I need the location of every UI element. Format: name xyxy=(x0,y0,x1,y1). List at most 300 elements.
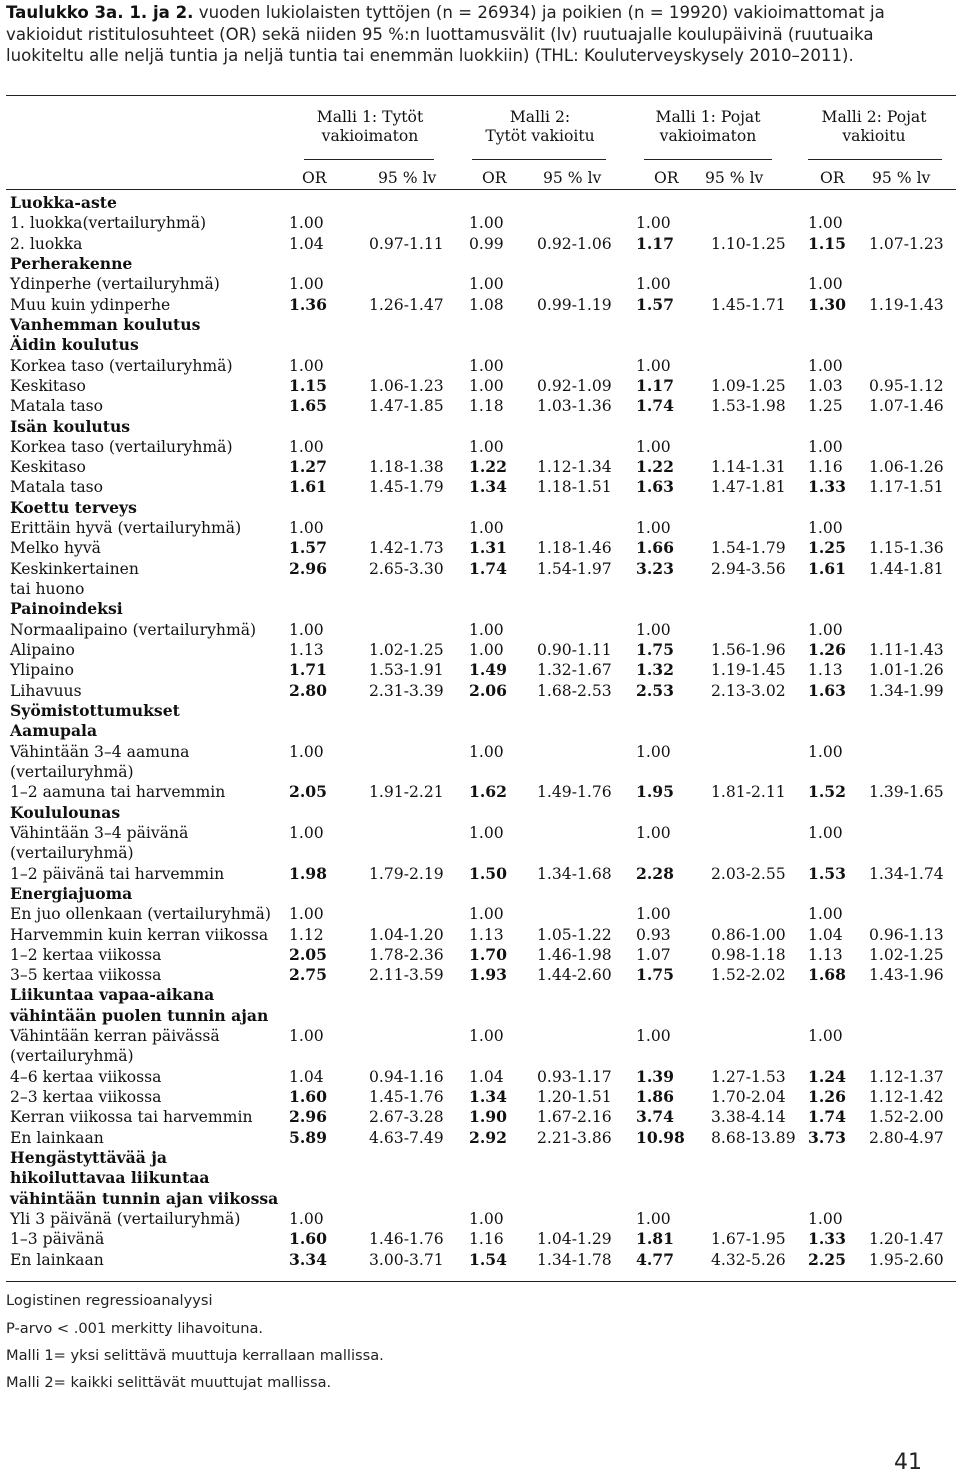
table-row xyxy=(0,762,960,782)
ci-value-cell: 1.11-1.43 xyxy=(869,641,944,660)
row-label: Vanhemman koulutus xyxy=(10,314,201,334)
ci-value-cell: 1.10-1.25 xyxy=(711,234,786,253)
subheader-or-1: OR xyxy=(302,169,327,187)
or-value-cell: 1.53 xyxy=(808,863,846,883)
ci-value-cell: 1.44-2.60 xyxy=(537,966,612,985)
row-label: Hengästyttävää ja xyxy=(10,1148,167,1168)
row-label: Lihavuus xyxy=(10,681,82,700)
or-value-cell: 1.63 xyxy=(808,680,846,700)
table-row xyxy=(0,1026,960,1046)
or-value-cell: 1.25 xyxy=(808,538,846,558)
ci-value-cell: 1.49-1.76 xyxy=(537,783,612,802)
row-label: Muu kuin ydinperhe xyxy=(10,295,171,314)
table-row xyxy=(0,904,960,924)
ci-value-cell: 1.67-1.95 xyxy=(711,1230,786,1249)
or-value-cell: 1.00 xyxy=(636,620,671,639)
ci-value-cell: 1.43-1.96 xyxy=(869,966,944,985)
or-value-cell: 1.08 xyxy=(469,295,504,314)
or-value-cell: 1.00 xyxy=(636,1210,671,1228)
group-header-1-line2: vakioimaton xyxy=(321,127,419,145)
or-value-cell: 2.28 xyxy=(636,863,674,883)
or-value-cell: 1.00 xyxy=(808,1210,843,1228)
or-value-cell: 1.74 xyxy=(636,396,674,416)
or-value-cell: 2.80 xyxy=(289,680,327,700)
group-underline-4 xyxy=(808,159,942,160)
ci-value-cell: 1.67-2.16 xyxy=(537,1108,612,1127)
table-row xyxy=(0,579,960,599)
or-value-cell: 1.50 xyxy=(469,863,507,883)
row-label: 1–3 päivänä xyxy=(10,1230,105,1249)
table-note-1: Logistinen regressioanalyysi xyxy=(6,1292,213,1309)
or-value-cell: 1.22 xyxy=(636,457,674,477)
row-label: Aamupala xyxy=(10,721,98,741)
or-value-cell: 1.00 xyxy=(469,214,504,233)
row-label: Harvemmin kuin kerran viikossa xyxy=(10,925,269,944)
row-label: Syömistottumukset xyxy=(10,701,180,720)
row-label: 2. luokka xyxy=(10,234,83,253)
row-label: 1–2 aamuna tai harvemmin xyxy=(10,783,226,802)
section-header-row xyxy=(0,335,960,355)
row-label: Keskitaso xyxy=(10,458,86,477)
or-value-cell: 1.15 xyxy=(289,375,327,395)
group-underline-3 xyxy=(644,159,772,160)
ci-value-cell: 1.34-1.78 xyxy=(537,1250,612,1269)
section-header-row xyxy=(0,803,960,823)
or-value-cell: 0.93 xyxy=(636,925,671,944)
row-label: Energiajuoma xyxy=(10,883,133,903)
ci-value-cell: 1.26-1.47 xyxy=(369,295,444,314)
or-value-cell: 1.17 xyxy=(636,233,674,253)
or-value-cell: 1.00 xyxy=(636,905,671,924)
or-value-cell: 2.06 xyxy=(469,680,507,700)
or-value-cell: 1.12 xyxy=(289,925,324,944)
row-label: Melko hyvä xyxy=(10,539,101,558)
or-value-cell: 1.00 xyxy=(808,437,843,456)
ci-value-cell: 0.96-1.13 xyxy=(869,925,944,944)
or-value-cell: 1.75 xyxy=(636,965,674,985)
subheader-ci-3: 95 % lv xyxy=(705,169,764,187)
table-row xyxy=(0,1046,960,1066)
table-caption xyxy=(6,2,956,67)
ci-value-cell: 1.42-1.73 xyxy=(369,539,444,558)
section-header-row xyxy=(0,315,960,335)
or-value-cell: 2.25 xyxy=(808,1249,846,1269)
table-row xyxy=(0,295,960,315)
row-label: vähintään tunnin ajan viikossa xyxy=(10,1188,279,1208)
or-value-cell: 1.13 xyxy=(808,661,843,680)
ci-value-cell: 1.02-1.25 xyxy=(369,641,444,660)
table-row xyxy=(0,234,960,254)
table-row xyxy=(0,376,960,396)
group-header-4 xyxy=(804,108,944,146)
ci-value-cell: 0.92-1.06 xyxy=(537,234,612,253)
or-value-cell: 1.00 xyxy=(469,823,504,842)
or-value-cell: 1.00 xyxy=(636,742,671,761)
or-value-cell: 1.00 xyxy=(808,620,843,639)
or-value-cell: 1.00 xyxy=(469,1027,504,1046)
ci-value-cell: 2.65-3.30 xyxy=(369,559,444,578)
table-row xyxy=(0,356,960,376)
table-row xyxy=(0,1087,960,1107)
or-value-cell: 2.92 xyxy=(469,1127,507,1147)
ci-value-cell: 1.47-1.85 xyxy=(369,397,444,416)
ci-value-cell: 0.99-1.19 xyxy=(537,295,612,314)
or-value-cell: 1.52 xyxy=(808,782,846,802)
row-label: Ydinperhe (vertailuryhmä) xyxy=(10,275,220,294)
table-row xyxy=(0,1128,960,1148)
ci-value-cell: 0.97-1.11 xyxy=(369,234,444,253)
or-value-cell: 1.34 xyxy=(469,477,507,497)
group-header-1-line1: Malli 1: Tytöt xyxy=(316,108,424,126)
or-value-cell: 1.75 xyxy=(636,640,674,660)
or-value-cell: 5.89 xyxy=(289,1127,327,1147)
ci-value-cell: 1.17-1.51 xyxy=(869,478,944,497)
or-value-cell: 2.05 xyxy=(289,944,327,964)
section-header-row xyxy=(0,417,960,437)
ci-value-cell: 1.34-1.74 xyxy=(869,864,944,883)
ci-value-cell: 2.94-3.56 xyxy=(711,559,786,578)
group-header-4-line1: Malli 2: Pojat xyxy=(821,108,927,126)
table-row xyxy=(0,477,960,497)
table-row xyxy=(0,660,960,680)
row-label: Alipaino xyxy=(10,641,75,660)
ci-value-cell: 1.70-2.04 xyxy=(711,1088,786,1107)
caption-label: Taulukko 3a. 1. ja 2. xyxy=(6,3,194,22)
ci-value-cell: 1.56-1.96 xyxy=(711,641,786,660)
or-value-cell: 1.00 xyxy=(636,214,671,233)
section-header-row xyxy=(0,498,960,518)
table-row xyxy=(0,213,960,233)
or-value-cell: 1.04 xyxy=(469,1067,504,1086)
or-value-cell: 1.00 xyxy=(469,356,504,375)
or-value-cell: 1.30 xyxy=(808,294,846,314)
table-row xyxy=(0,1067,960,1087)
ci-value-cell: 1.54-1.97 xyxy=(537,559,612,578)
or-value-cell: 1.98 xyxy=(289,863,327,883)
or-value-cell: 1.00 xyxy=(289,905,324,924)
or-value-cell: 1.00 xyxy=(289,823,324,842)
ci-value-cell: 1.18-1.46 xyxy=(537,539,612,558)
or-value-cell: 1.16 xyxy=(808,458,843,477)
or-value-cell: 1.00 xyxy=(469,1210,504,1228)
page-number: 41 xyxy=(894,1450,922,1475)
or-value-cell: 1.33 xyxy=(808,1229,846,1249)
or-value-cell: 1.04 xyxy=(808,925,843,944)
or-value-cell: 1.57 xyxy=(636,294,674,314)
or-value-cell: 1.18 xyxy=(469,397,504,416)
ci-value-cell: 1.45-1.79 xyxy=(369,478,444,497)
ci-value-cell: 0.95-1.12 xyxy=(869,376,944,395)
ci-value-cell: 1.12-1.34 xyxy=(537,458,612,477)
table-row xyxy=(0,1229,960,1249)
section-header-row xyxy=(0,701,960,721)
ci-value-cell: 1.32-1.67 xyxy=(537,661,612,680)
ci-value-cell: 1.47-1.81 xyxy=(711,478,786,497)
or-value-cell: 1.34 xyxy=(469,1087,507,1107)
ci-value-cell: 1.20-1.47 xyxy=(869,1230,944,1249)
section-header-row xyxy=(0,1189,960,1209)
group-header-2-line1: Malli 2: xyxy=(509,108,571,126)
table-row xyxy=(0,782,960,802)
row-label: Vähintään 3–4 aamuna xyxy=(10,742,190,761)
or-value-cell: 1.00 xyxy=(808,905,843,924)
or-value-cell: 1.32 xyxy=(636,660,674,680)
section-header-row xyxy=(0,1006,960,1026)
or-value-cell: 1.39 xyxy=(636,1066,674,1086)
or-value-cell: 1.00 xyxy=(289,437,324,456)
table-row xyxy=(0,1107,960,1127)
row-label: Isän koulutus xyxy=(10,416,131,436)
subheader-or-3: OR xyxy=(654,169,679,187)
or-value-cell: 1.74 xyxy=(808,1107,846,1127)
ci-value-cell: 1.39-1.65 xyxy=(869,783,944,802)
or-value-cell: 3.34 xyxy=(289,1249,327,1269)
or-value-cell: 2.96 xyxy=(289,558,327,578)
or-value-cell: 1.00 xyxy=(289,519,324,538)
subheader-ci-2: 95 % lv xyxy=(543,169,602,187)
ci-value-cell: 1.04-1.20 xyxy=(369,925,444,944)
table-row xyxy=(0,1209,960,1229)
or-value-cell: 1.07 xyxy=(636,945,671,964)
row-label: Keskinkertainen xyxy=(10,559,139,578)
or-value-cell: 1.00 xyxy=(289,214,324,233)
or-value-cell: 3.73 xyxy=(808,1127,846,1147)
group-underline-2 xyxy=(472,159,606,160)
row-label: Korkea taso (vertailuryhmä) xyxy=(10,437,233,456)
section-header-row xyxy=(0,599,960,619)
ci-value-cell: 1.78-2.36 xyxy=(369,945,444,964)
row-label: Normaalipaino (vertailuryhmä) xyxy=(10,620,257,639)
or-value-cell: 1.25 xyxy=(808,397,843,416)
row-label: tai huono xyxy=(10,580,85,599)
ci-value-cell: 1.03-1.36 xyxy=(537,397,612,416)
or-value-cell: 1.00 xyxy=(469,437,504,456)
ci-value-cell: 0.93-1.17 xyxy=(537,1067,612,1086)
or-value-cell: 1.00 xyxy=(469,641,504,660)
ci-value-cell: 1.46-1.76 xyxy=(369,1230,444,1249)
ci-value-cell: 0.86-1.00 xyxy=(711,925,786,944)
ci-value-cell: 1.79-2.19 xyxy=(369,864,444,883)
row-label: (vertailuryhmä) xyxy=(10,844,134,863)
row-label: (vertailuryhmä) xyxy=(10,1047,134,1066)
ci-value-cell: 1.53-1.91 xyxy=(369,661,444,680)
row-label: Yli 3 päivänä (vertailuryhmä) xyxy=(10,1210,241,1228)
row-label: 3–5 kertaa viikossa xyxy=(10,966,162,985)
row-label: En lainkaan xyxy=(10,1128,104,1147)
or-value-cell: 1.63 xyxy=(636,477,674,497)
or-value-cell: 1.00 xyxy=(469,905,504,924)
section-header-row xyxy=(0,254,960,274)
or-value-cell: 2.96 xyxy=(289,1107,327,1127)
or-value-cell: 1.81 xyxy=(636,1229,674,1249)
or-value-cell: 1.66 xyxy=(636,538,674,558)
row-label: Matala taso xyxy=(10,397,104,416)
or-value-cell: 3.23 xyxy=(636,558,674,578)
or-value-cell: 1.00 xyxy=(636,356,671,375)
table-row xyxy=(0,843,960,863)
or-value-cell: 1.24 xyxy=(808,1066,846,1086)
ci-value-cell: 2.11-3.59 xyxy=(369,966,444,985)
or-value-cell: 1.00 xyxy=(808,356,843,375)
or-value-cell: 1.61 xyxy=(808,558,846,578)
or-value-cell: 1.26 xyxy=(808,1087,846,1107)
or-value-cell: 1.04 xyxy=(289,234,324,253)
table-row xyxy=(0,945,960,965)
row-label: hikoiluttavaa liikuntaa xyxy=(10,1168,210,1188)
or-value-cell: 1.00 xyxy=(469,519,504,538)
or-value-cell: 1.16 xyxy=(469,1230,504,1249)
group-header-2 xyxy=(470,108,610,146)
table-row xyxy=(0,274,960,294)
row-label: En juo ollenkaan (vertailuryhmä) xyxy=(10,905,271,924)
or-value-cell: 1.00 xyxy=(636,1027,671,1046)
ci-value-cell: 1.12-1.42 xyxy=(869,1088,944,1107)
row-label: Korkea taso (vertailuryhmä) xyxy=(10,356,233,375)
or-value-cell: 1.00 xyxy=(636,437,671,456)
row-label: Vähintään 3–4 päivänä xyxy=(10,823,189,842)
section-header-row xyxy=(0,193,960,213)
table-row xyxy=(0,1250,960,1270)
or-value-cell: 1.00 xyxy=(808,1027,843,1046)
or-value-cell: 1.61 xyxy=(289,477,327,497)
table-row xyxy=(0,620,960,640)
table-row xyxy=(0,518,960,538)
or-value-cell: 1.00 xyxy=(289,356,324,375)
row-label: Liikuntaa vapaa-aikana xyxy=(10,985,215,1005)
row-label: Äidin koulutus xyxy=(10,335,139,355)
or-value-cell: 1.54 xyxy=(469,1249,507,1269)
ci-value-cell: 1.12-1.37 xyxy=(869,1067,944,1086)
or-value-cell: 1.17 xyxy=(636,375,674,395)
table-row xyxy=(0,681,960,701)
group-underline-1 xyxy=(304,159,434,160)
or-value-cell: 1.00 xyxy=(289,275,324,294)
table-top-rule xyxy=(6,95,956,96)
ci-value-cell: 1.34-1.99 xyxy=(869,681,944,700)
or-value-cell: 1.04 xyxy=(289,1067,324,1086)
table-row xyxy=(0,925,960,945)
ci-value-cell: 1.81-2.11 xyxy=(711,783,786,802)
table-row xyxy=(0,396,960,416)
row-label: Koululounas xyxy=(10,802,121,822)
row-label: 1–2 kertaa viikossa xyxy=(10,945,162,964)
ci-value-cell: 1.18-1.51 xyxy=(537,478,612,497)
group-header-3 xyxy=(638,108,778,146)
ci-value-cell: 2.80-4.97 xyxy=(869,1128,944,1147)
ci-value-cell: 1.07-1.23 xyxy=(869,234,944,253)
ci-value-cell: 1.52-2.02 xyxy=(711,966,786,985)
or-value-cell: 2.53 xyxy=(636,680,674,700)
ci-value-cell: 1.14-1.31 xyxy=(711,458,786,477)
ci-value-cell: 1.06-1.26 xyxy=(869,458,944,477)
row-label: 1. luokka(vertailuryhmä) xyxy=(10,214,207,233)
ci-value-cell: 3.00-3.71 xyxy=(369,1250,444,1269)
ci-value-cell: 1.52-2.00 xyxy=(869,1108,944,1127)
or-value-cell: 1.03 xyxy=(808,376,843,395)
table-row xyxy=(0,457,960,477)
or-value-cell: 1.00 xyxy=(808,823,843,842)
or-value-cell: 1.00 xyxy=(289,1027,324,1046)
or-value-cell: 1.62 xyxy=(469,782,507,802)
group-header-3-line1: Malli 1: Pojat xyxy=(655,108,761,126)
row-label: (vertailuryhmä) xyxy=(10,762,134,781)
or-value-cell: 1.00 xyxy=(289,742,324,761)
section-header-row xyxy=(0,1168,960,1188)
or-value-cell: 1.33 xyxy=(808,477,846,497)
or-value-cell: 1.93 xyxy=(469,965,507,985)
section-header-row xyxy=(0,1148,960,1168)
row-label: Painoindeksi xyxy=(10,599,123,619)
row-label: Vähintään kerran päivässä xyxy=(10,1027,220,1046)
or-value-cell: 1.15 xyxy=(808,233,846,253)
group-header-2-line2: Tytöt vakioitu xyxy=(485,127,595,145)
or-value-cell: 1.95 xyxy=(636,782,674,802)
table-row xyxy=(0,965,960,985)
ci-value-cell: 1.53-1.98 xyxy=(711,397,786,416)
row-label: Koettu terveys xyxy=(10,497,137,517)
table-row xyxy=(0,538,960,558)
ci-value-cell: 1.44-1.81 xyxy=(869,559,944,578)
or-value-cell: 1.13 xyxy=(289,641,324,660)
or-value-cell: 1.00 xyxy=(808,275,843,294)
ci-value-cell: 2.03-2.55 xyxy=(711,864,786,883)
table-row xyxy=(0,823,960,843)
or-value-cell: 3.74 xyxy=(636,1107,674,1127)
ci-value-cell: 0.90-1.11 xyxy=(537,641,612,660)
section-header-row xyxy=(0,721,960,741)
or-value-cell: 1.57 xyxy=(289,538,327,558)
or-value-cell: 1.00 xyxy=(469,376,504,395)
ci-value-cell: 2.13-3.02 xyxy=(711,681,786,700)
ci-value-cell: 1.19-1.43 xyxy=(869,295,944,314)
ci-value-cell: 1.68-2.53 xyxy=(537,681,612,700)
section-header-row xyxy=(0,985,960,1005)
row-label: Perherakenne xyxy=(10,253,133,273)
table-row xyxy=(0,437,960,457)
or-value-cell: 1.65 xyxy=(289,396,327,416)
row-label: vähintään puolen tunnin ajan xyxy=(10,1005,269,1025)
or-value-cell: 1.13 xyxy=(469,925,504,944)
table-row xyxy=(0,640,960,660)
or-value-cell: 2.05 xyxy=(289,782,327,802)
subheader-or-2: OR xyxy=(482,169,507,187)
row-label: 4–6 kertaa viikossa xyxy=(10,1067,162,1086)
or-value-cell: 1.71 xyxy=(289,660,327,680)
group-header-1 xyxy=(300,108,440,146)
ci-value-cell: 1.04-1.29 xyxy=(537,1230,612,1249)
ci-value-cell: 0.94-1.16 xyxy=(369,1067,444,1086)
table-note-2: P-arvo < .001 merkitty lihavoituna. xyxy=(6,1320,264,1337)
ci-value-cell: 0.98-1.18 xyxy=(711,945,786,964)
ci-value-cell: 1.19-1.45 xyxy=(711,661,786,680)
row-label: Erittäin hyvä (vertailuryhmä) xyxy=(10,519,242,538)
table-note-4: Malli 2= kaikki selittävät muuttujat mallissa. xyxy=(6,1374,332,1391)
row-label: En lainkaan xyxy=(10,1250,104,1269)
ci-value-cell: 1.45-1.71 xyxy=(711,295,786,314)
ci-value-cell: 8.68-13.89 xyxy=(711,1128,796,1147)
or-value-cell: 1.00 xyxy=(469,742,504,761)
or-value-cell: 1.00 xyxy=(469,620,504,639)
group-header-4-line2: vakioitu xyxy=(842,127,906,145)
ci-value-cell: 1.02-1.25 xyxy=(869,945,944,964)
ci-value-cell: 4.32-5.26 xyxy=(711,1250,786,1269)
table-row xyxy=(0,559,960,579)
or-value-cell: 1.00 xyxy=(636,823,671,842)
ci-value-cell: 0.92-1.09 xyxy=(537,376,612,395)
row-label: Ylipaino xyxy=(10,661,74,680)
ci-value-cell: 3.38-4.14 xyxy=(711,1108,786,1127)
caption-text: vuoden lukiolaisten tyttöjen (n = 26934) ja poikien (n = 19920) vakioimattomat ja vakioidut ristitulosuhteet (OR) sekä niiden 95 %:n luottamusvälit (lv) ruutuajalle koulupäivinä (ruutuaika luokiteltu alle neljä tuntia ja neljä tuntia tai enemmän luokkiin) (THL: Kouluterveyskysely 2010–2011). xyxy=(6,3,885,65)
